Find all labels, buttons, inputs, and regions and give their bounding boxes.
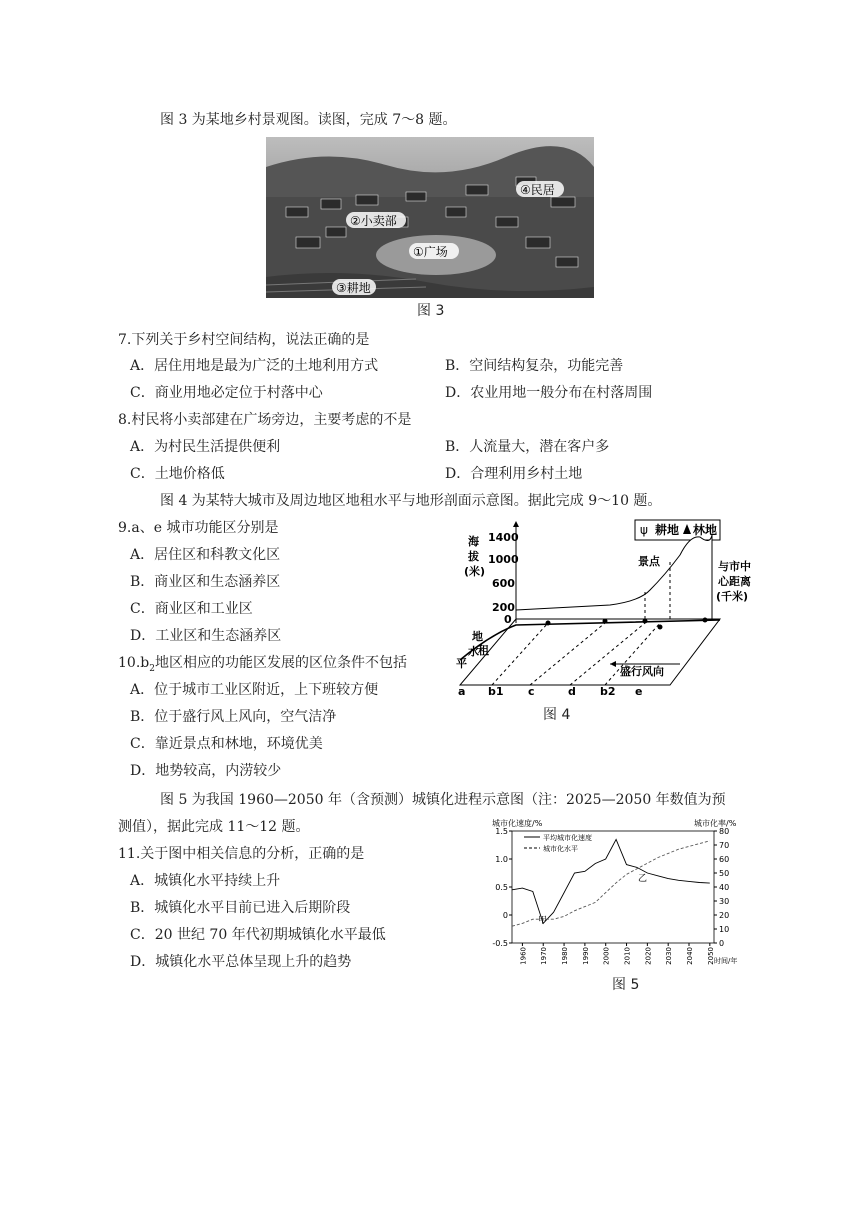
fig4-ytick-1400: 1400 [488,531,519,544]
fig5-y2tick-label: 60 [719,855,730,864]
fig5-left-title: 城市化速度/% [492,819,543,828]
intro-fig4: 图 4 为某特大城市及周边地区地租水平与地形剖面示意图。据此完成 9～10 题。 [160,493,662,509]
fig5-legend-speed: 平均城市化速度 [543,834,592,842]
q10-stem: $10.b_2$地区相应的功能区发展的区位条件不包括 [118,655,407,674]
intro-fig3: 图 3 为某地乡村景观图。读图，完成 7～8 题。 [160,112,457,128]
fig5-right-title: 城市化率/% [694,819,737,828]
svg-text:ψ: ψ [640,523,648,537]
q9-option-c[interactable]: C．商业区和工业区 [130,601,253,617]
fig4-ytick-0: 0 [504,613,512,626]
q11-option-d[interactable]: D．城镇化水平总体呈现上升的趋势 [130,954,352,970]
intro-fig5-line1: 图 5 为我国 1960—2050 年（含预测）城镇化进程示意图（注：2025—2050 年数值为预 [160,792,726,808]
fig4-caption: 图 4 [543,707,571,723]
fig5-ytick-label: -0.5 [492,939,508,948]
q8-option-d[interactable]: D．合理利用乡村土地 [445,466,583,482]
fig4-xlabel-1: 与市中 [718,560,751,573]
fig4-pt-e: e [635,685,643,698]
fig5-y2tick-label: 40 [719,883,730,892]
fig5-ytick-label: 1.5 [495,827,508,836]
q9-option-a[interactable]: A．居住区和科教文化区 [130,547,281,563]
q10-option-b[interactable]: B．位于盛行风上风向，空气洁净 [130,709,337,725]
fig3-label-shop: ②小卖部 [350,214,397,228]
fig3-caption: 图 3 [417,303,445,319]
fig3-village-photo [266,137,594,298]
fig4-pt-b1: b1 [488,685,504,698]
fig5-y2tick-label: 30 [719,897,730,906]
fig4-legend-farm: 耕地 [655,523,680,537]
fig4-ytick-200: 200 [492,601,515,614]
q9-stem: 9.a、e 城市功能区分别是 [118,520,279,536]
fig4-ytick-1000: 1000 [488,553,519,566]
fig4-rent-2: 租 [478,644,489,657]
fig5-xtick-label: 2040 [686,947,695,965]
fig5-chart [488,817,750,967]
fig4-ytick-600: 600 [492,577,515,590]
q10-option-d[interactable]: D．地势较高，内涝较少 [130,763,282,779]
fig4-rent-3: 水 [468,645,479,658]
fig5-ytick-label: 0 [502,911,508,920]
fig5-xtick-label: 1990 [581,947,590,965]
fig5-xtick-label: 2010 [623,947,632,965]
q9-option-d[interactable]: D．工业区和生态涵养区 [130,628,282,644]
fig4-ylabel-1: 海 [468,535,479,548]
fig4-pt-b2: b2 [600,685,616,698]
fig5-xtick-label: 2030 [665,947,674,965]
q7-option-a[interactable]: A．居住用地是最为广泛的土地利用方式 [130,358,379,374]
fig5-legend-level: 城市化水平 [543,845,578,853]
fig4-ylabel-3: (米) [464,565,486,578]
fig4-pt-c: c [528,685,535,698]
q7-option-b[interactable]: B．空间结构复杂，功能完善 [445,358,624,374]
fig4-rent-4: 平 [456,657,467,670]
fig4-ylabel-2: 拔 [468,550,479,563]
fig5-y2tick-label: 70 [719,841,730,850]
fig5-series-speed-line [512,839,710,923]
q10-option-a[interactable]: A．位于城市工业区附近，上下班较方便 [130,682,379,698]
fig5-y2tick-label: 20 [719,911,730,920]
fig5-xtick-label: 2000 [602,947,611,965]
fig5-xtick-label: 1970 [540,947,549,965]
fig4-xlabel-2: 心距离 [718,575,751,588]
fig3-label-farmland: ③耕地 [336,281,371,295]
q8-option-c[interactable]: C．土地价格低 [130,466,225,482]
fig5-y2tick-label: 0 [719,939,725,948]
fig5-series-level-line [512,841,710,926]
fig3-label-square: ①广场 [413,245,448,259]
fig5-y2tick-label: 80 [719,827,730,836]
q11-option-b[interactable]: B．城镇化水平目前已进入后期阶段 [130,900,351,916]
fig5-xtick-label: 1960 [519,947,528,965]
q11-option-a[interactable]: A．城镇化水平持续上升 [130,873,281,889]
fig4-pt-d: d [568,685,576,698]
fig5-ytick-label: 0.5 [495,883,508,892]
fig4-spot: 景点 [638,555,660,568]
fig4-legend-forest: 林地 [693,523,718,537]
fig5-caption: 图 5 [612,977,640,993]
fig5-y2tick-label: 10 [719,925,730,934]
q8-option-b[interactable]: B．人流量大，潜在客户多 [445,439,610,455]
fig4-diagram [450,515,751,698]
fig5-xtick-label: 2050 [706,947,715,965]
q11-option-c[interactable]: C．20 世纪 70 年代初期城镇化水平最低 [130,927,386,943]
fig5-label-jia: 甲 [538,916,548,926]
q11-stem: 11.关于图中相关信息的分析，正确的是 [118,846,365,862]
fig5-y2tick-label: 50 [719,869,730,878]
q8-stem: 8.村民将小卖部建在广场旁边，主要考虑的不是 [118,412,412,428]
fig5-xtick-label: 1980 [561,947,570,965]
q7-option-c[interactable]: C．商业用地必定位于村落中心 [130,385,323,401]
q7-stem: 7.下列关于乡村空间结构，说法正确的是 [118,332,370,348]
fig4-xlabel-3: (千米) [716,590,749,603]
fig3-label-house: ④民居 [520,183,555,197]
q10-option-c[interactable]: C．靠近景点和林地，环境优美 [130,736,323,752]
fig5-xtick-label: 2020 [644,947,653,965]
fig4-rent-1: 地 [472,630,483,643]
fig4-pt-a: a [458,685,466,698]
fig5-label-yi: 乙 [638,874,648,884]
fig5-ytick-label: 1.0 [495,855,508,864]
q8-option-a[interactable]: A．为村民生活提供便利 [130,439,281,455]
fig4-wind: 盛行风向 [620,665,664,678]
q7-option-d[interactable]: D．农业用地一般分布在村落周围 [445,385,653,401]
intro-fig5-line2: 测值），据此完成 11～12 题。 [118,819,310,835]
fig5-x-title: 时间/年 [714,957,738,965]
q9-option-b[interactable]: B．商业区和生态涵养区 [130,574,281,590]
